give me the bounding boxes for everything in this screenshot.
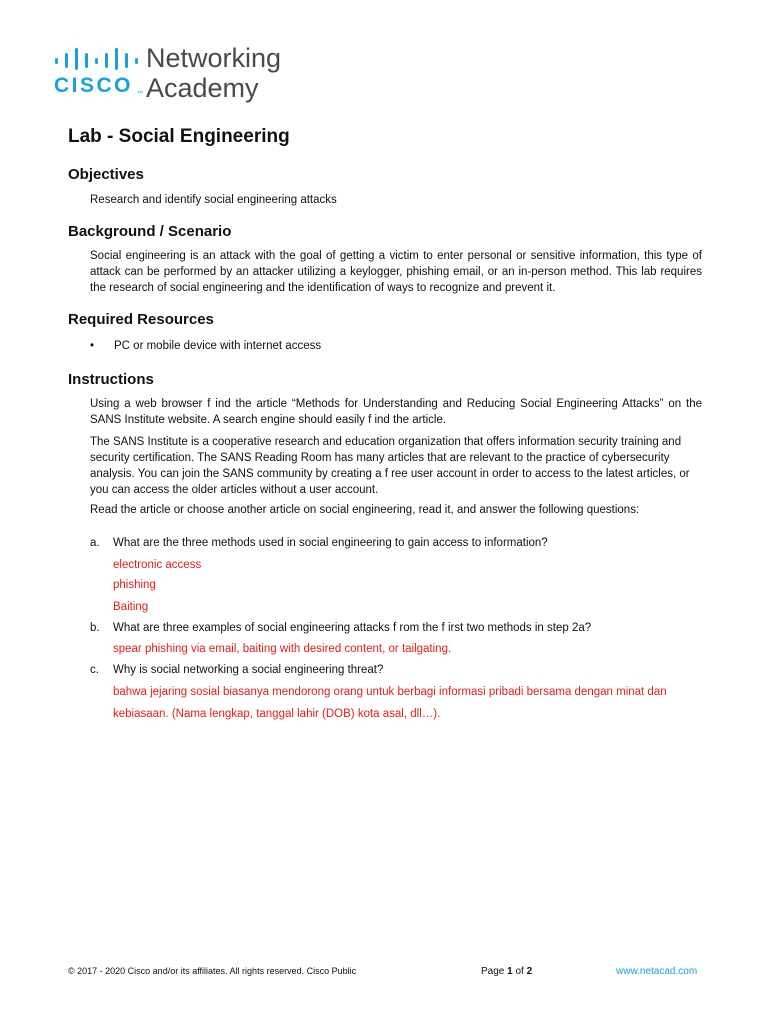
- instructions-paragraph-1: Using a web browser f ind the article “Methods for Understanding and Reducing Social Engineering Attacks” on the SANS Institute website. A search engine should easily f ind the article.: [90, 398, 702, 426]
- logo-academy-text: Academy: [146, 73, 259, 103]
- bullet-marker: •: [90, 340, 95, 352]
- footer-page-prefix: Page: [481, 966, 508, 977]
- footer-page-of: of: [512, 966, 527, 977]
- answer-c-2: kebiasaan. (Nama lengkap, tanggal lahir (DOB) kota asal, dll…).: [113, 708, 441, 720]
- logo-networking-text: Networking: [146, 43, 282, 73]
- answer-c-1: bahwa jejaring sosial biasanya mendorong orang untuk berbagi informasi pribadi bersama dengan minat dan: [113, 686, 667, 698]
- question-a-text: What are the three methods used in social engineering to gain access to information?: [113, 537, 548, 549]
- instructions-paragraph-3: Read the article or choose another article on social engineering, read it, and answer the following questions:: [90, 504, 640, 516]
- instructions-heading: Instructions: [68, 371, 154, 388]
- answer-a-1: electronic access: [113, 559, 202, 571]
- answer-a-3: Baiting: [113, 601, 149, 613]
- objectives-heading: Objectives: [68, 166, 144, 183]
- footer-netacad-link[interactable]: www.netacad.com: [616, 966, 698, 977]
- logo-cisco-wordmark: CISCO: [54, 74, 134, 97]
- question-a-letter: a.: [90, 537, 100, 549]
- resource-item: PC or mobile device with internet access: [114, 340, 322, 352]
- background-text: Social engineering is an attack with the goal of getting a victim to enter personal or sensitive information, this type of attack can be performed by an attacker utilizing a keylogger, phishing email, or an in-person method. This lab requires the research of social engineering and the identification of ways to recognize and prevent it.: [90, 250, 702, 294]
- question-c-letter: c.: [90, 664, 99, 676]
- background-heading: Background / Scenario: [68, 223, 232, 240]
- footer-page-current: 1: [507, 966, 513, 977]
- footer-page-number: [481, 966, 532, 977]
- footer-page-total: 2: [526, 966, 533, 977]
- objectives-text: Research and identify social engineering attacks: [90, 194, 337, 206]
- footer-copyright: © 2017 - 2020 Cisco and/or its affiliates. All rights reserved. Cisco Public: [68, 966, 357, 976]
- cisco-networking-academy-logo: [54, 40, 314, 106]
- page-title: Lab - Social Engineering: [68, 126, 290, 147]
- question-b-letter: b.: [90, 622, 100, 634]
- answer-b-1: spear phishing via email, baiting with desired content, or tailgating.: [113, 643, 452, 655]
- resources-heading: Required Resources: [68, 311, 214, 328]
- cisco-bridge-bars-icon: [54, 48, 140, 70]
- logo-trademark: ™: [137, 91, 143, 97]
- answer-a-2: phishing: [113, 579, 156, 591]
- instructions-paragraph-2: The SANS Institute is a cooperative research and education organization that offers information security training and security certification. The SANS Reading Room has many articles that are relevant to the practice of cybersecurity analysis. You can join the SANS community by creating a f ree user account in order to access to the latest articles, or you can access the older articles without a user account.: [90, 436, 690, 496]
- question-b-text: What are three examples of social engineering attacks f rom the f irst two methods in step 2a?: [113, 622, 592, 634]
- question-c-text: Why is social networking a social engineering threat?: [113, 664, 384, 676]
